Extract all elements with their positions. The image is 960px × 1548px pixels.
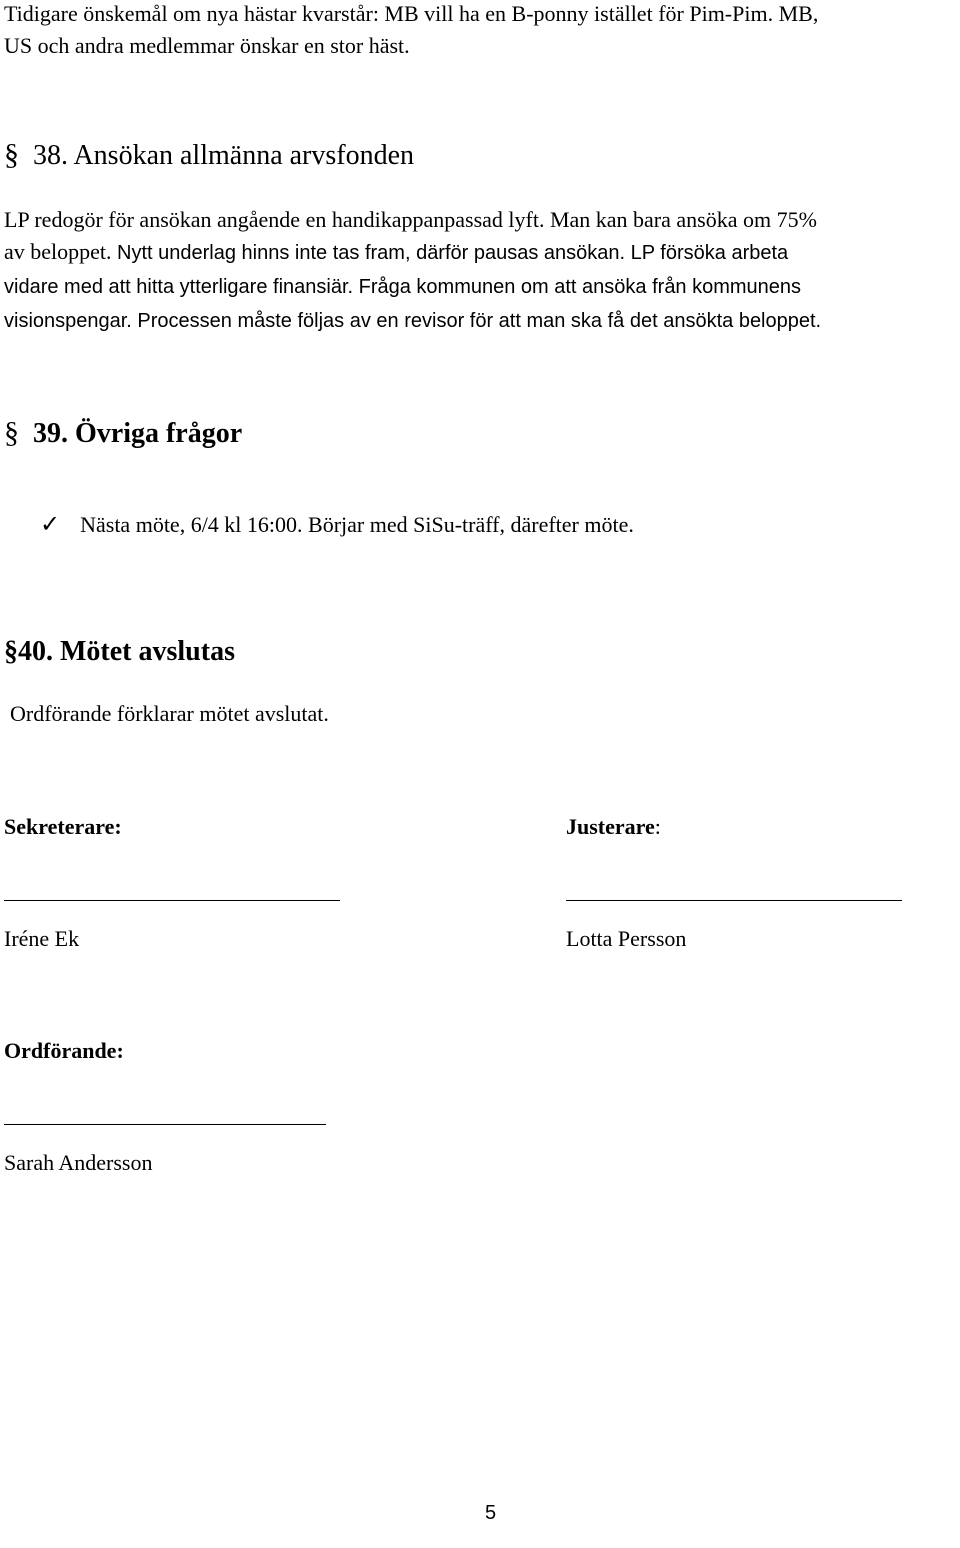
secretary-label: Sekreterare: <box>4 814 122 839</box>
adjuster-signature-line <box>566 900 902 901</box>
section-39-heading <box>4 416 242 450</box>
section-symbol: § <box>4 416 19 449</box>
section-38-line-1: LP redogör för ansökan angående en handikappanpassad lyft. Man kan bara ansöka om 75% <box>4 207 817 232</box>
chair-signature-line <box>4 1124 326 1125</box>
section-39-item-text: Nästa möte, 6/4 kl 16:00. Börjar med SiSu-träff, därefter möte. <box>80 512 634 537</box>
intro-line-1: Tidigare önskemål om nya hästar kvarstår: MB vill ha en B-ponny istället för Pim-Pim. MB, <box>4 1 819 26</box>
section-38-line-2-serif: av beloppet. <box>4 239 118 264</box>
section-40-title: §40. Mötet avslutas <box>4 636 235 667</box>
intro-line-2: US och andra medlemmar önskar en stor häst. <box>4 33 410 58</box>
secretary-signature-line <box>4 900 340 901</box>
checkmark-icon: ✓ <box>40 510 61 538</box>
section-38-line-3: vidare med att hitta ytterligare finansiär. Fråga kommunen om att ansöka från kommunens <box>4 276 802 298</box>
section-39-item <box>40 510 634 538</box>
adjuster-label-wrap <box>566 814 661 840</box>
chair-label: Ordförande: <box>4 1038 124 1063</box>
section-38-line-2 <box>4 234 788 271</box>
secretary-name: Iréne Ek <box>4 926 80 951</box>
section-38-title: 38. Ansökan allmänna arvsfonden <box>33 140 415 171</box>
adjuster-colon: : <box>654 814 661 839</box>
section-38-line-2-sans: Nytt underlag hinns inte tas fram, därför pausas ansökan. LP försöka arbeta <box>117 242 789 264</box>
section-40-text: Ordförande förklarar mötet avslutat. <box>10 701 329 726</box>
section-symbol: § <box>4 138 19 171</box>
adjuster-label: Justerare <box>566 814 655 839</box>
section-38-heading <box>4 138 414 172</box>
section-38-line-4: visionspengar. Processen måste följas av en revisor för att man ska få det ansökta beloppet. <box>4 310 822 332</box>
chair-name: Sarah Andersson <box>4 1150 153 1175</box>
adjuster-name: Lotta Persson <box>566 926 687 951</box>
page-number: 5 <box>485 1502 497 1524</box>
section-39-title: 39. Övriga frågor <box>33 418 243 449</box>
